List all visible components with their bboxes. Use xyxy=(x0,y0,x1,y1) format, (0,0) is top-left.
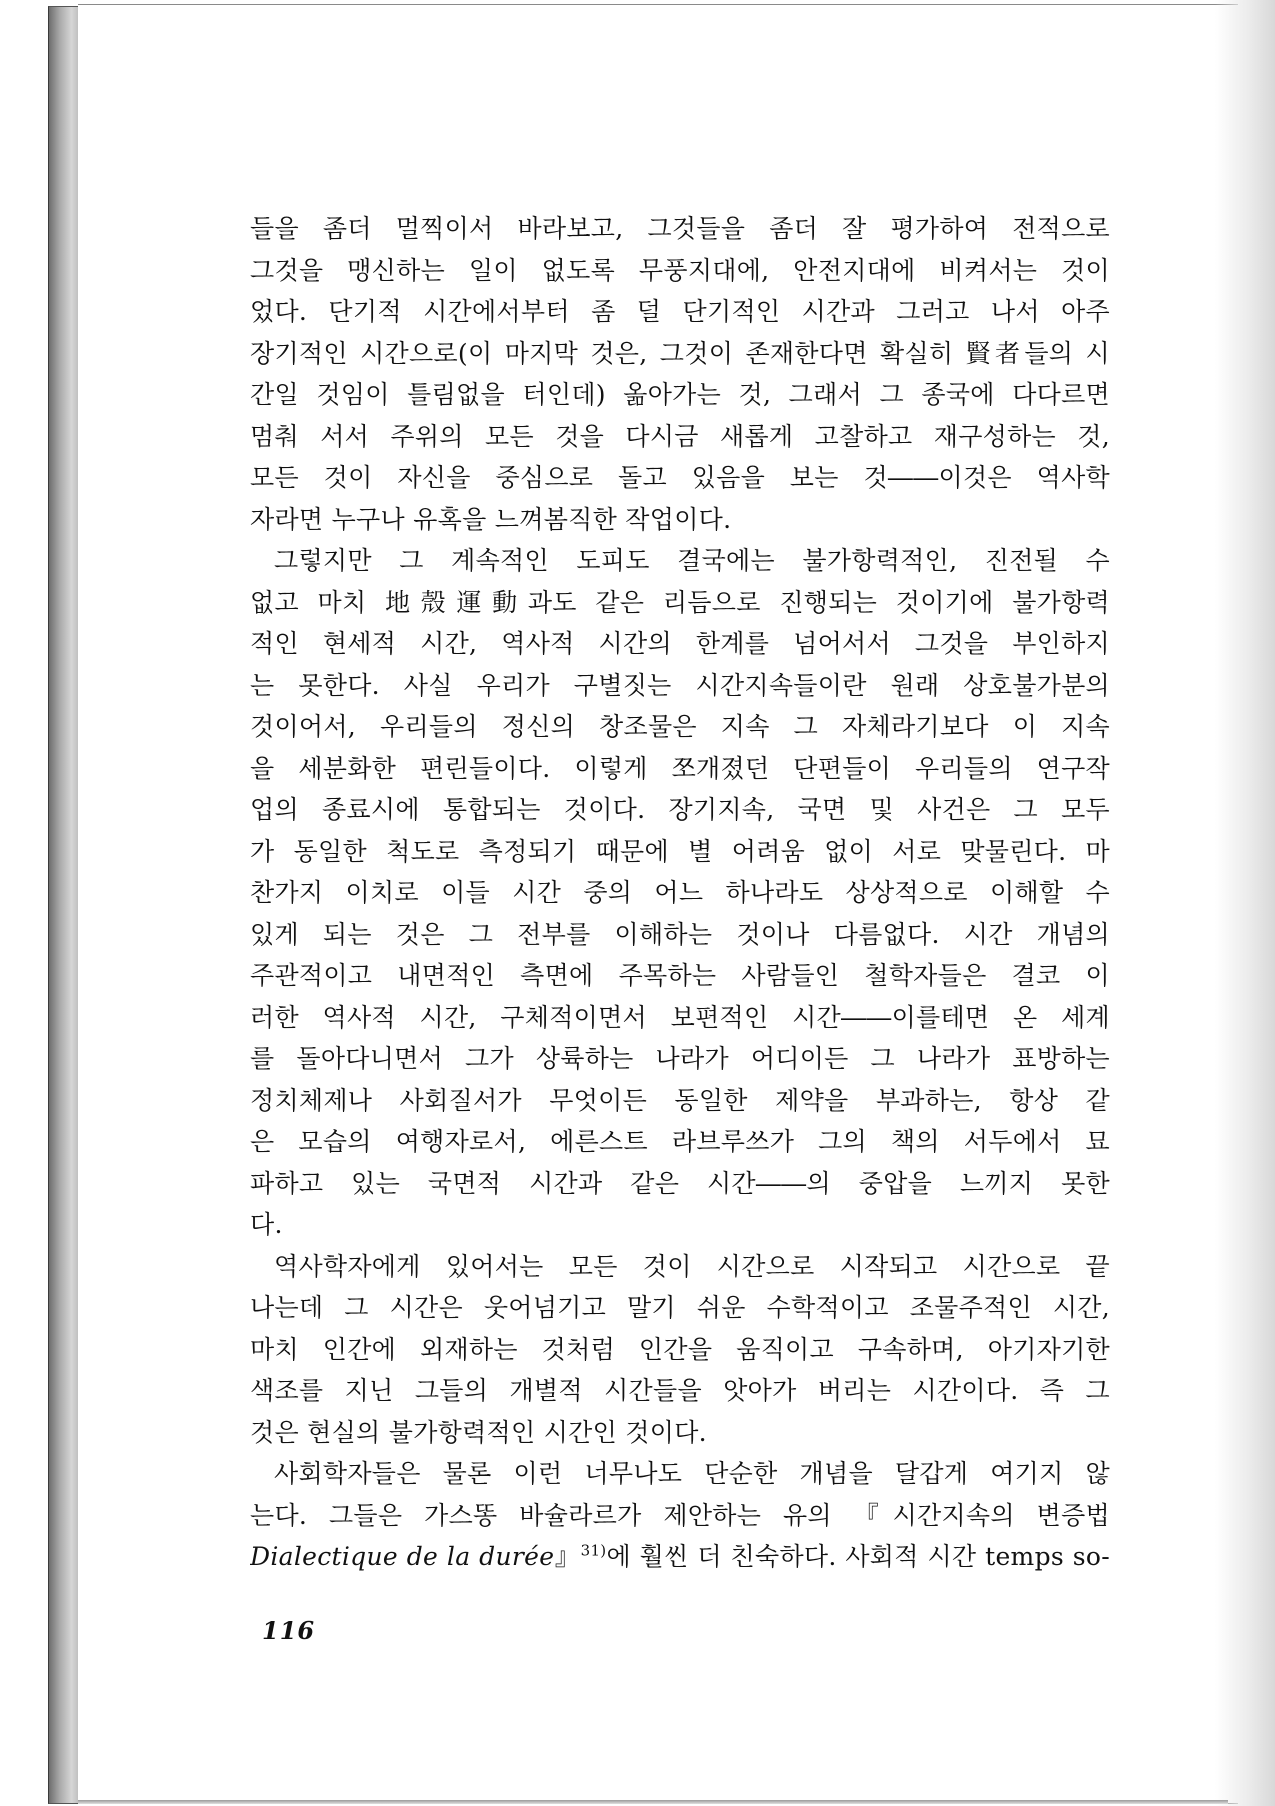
text-line: 다. xyxy=(250,1210,283,1239)
text-line: 역사학자에게 있어서는 모든 것이 시간으로 시작되고 시간으로 끝 xyxy=(274,1251,1110,1281)
text-line: 사회학자들은 물론 이런 너무나도 단순한 개념을 달갑게 여기지 않 xyxy=(274,1459,1110,1488)
text-line: 는 못한다. 사실 우리가 구별짓는 시간지속들이란 원래 상호불가분의 xyxy=(250,670,1110,700)
text-line: 간일 것임이 틀림없을 터인데) 옮아가는 것, 그래서 그 종국에 다다르면 xyxy=(250,380,1110,409)
final-line-rest: 에 훨씬 더 친숙하다. 사회적 시간 temps so- xyxy=(606,1542,1110,1571)
page-right-shadow xyxy=(1215,0,1275,1806)
text-line: 찬가지 이치로 이들 시간 중의 어느 하나라도 상상적으로 이해할 수 xyxy=(250,878,1110,907)
page-number: 116 xyxy=(262,1616,316,1645)
text-line: 그렇지만 그 계속적인 도피도 결국에는 불가항력적인, 진전될 수 xyxy=(274,546,1110,575)
italic-title: Dialectique de la durée xyxy=(250,1542,555,1571)
page-bottom-edge xyxy=(78,1800,1228,1804)
text-line: 있게 되는 것은 그 전부를 이해하는 것이나 다름없다. 시간 개념의 xyxy=(250,919,1110,949)
text-line: 없고 마치 地殼運動과도 같은 리듬으로 진행되는 것이기에 불가항력 xyxy=(250,587,1110,617)
text-line: 러한 역사적 시간, 구체적이면서 보편적인 시간――이를테면 온 세계 xyxy=(250,1002,1110,1032)
book-spine-edge xyxy=(48,6,79,1804)
text-line: 것이어서, 우리들의 정신의 창조물은 지속 그 자체라기보다 이 지속 xyxy=(250,712,1110,741)
text-line: 가 동일한 척도로 측정되기 때문에 별 어려움 없이 서로 맞물린다. 마 xyxy=(250,836,1110,866)
text-line: 것은 현실의 불가항력적인 시간인 것이다. xyxy=(250,1417,707,1447)
text-line: 정치체제나 사회질서가 무엇이든 동일한 제약을 부과하는, 항상 같 xyxy=(250,1085,1110,1115)
text-line: 자라면 누구나 유혹을 느껴봄직한 작업이다. xyxy=(250,504,732,534)
text-line: 멈춰 서서 주위의 모든 것을 다시금 새롭게 고찰하고 재구성하는 것, xyxy=(250,421,1110,451)
close-bracket: 』 xyxy=(554,1542,581,1571)
text-line: 색조를 지닌 그들의 개별적 시간들을 앗아가 버리는 시간이다. 즉 그 xyxy=(250,1376,1110,1405)
text-line: 업의 종료시에 통합되는 것이다. 장기지속, 국면 및 사건은 그 모두 xyxy=(250,795,1110,824)
text-line: 모든 것이 자신을 중심으로 돌고 있음을 보는 것――이것은 역사학 xyxy=(250,463,1110,492)
text-line: 나는데 그 시간은 웃어넘기고 말기 쉬운 수학적이고 조물주적인 시간, xyxy=(250,1293,1110,1322)
text-line: 주관적이고 내면적인 측면에 주목하는 사람들인 철학자들은 결코 이 xyxy=(250,961,1110,990)
text-line: 적인 현세적 시간, 역사적 시간의 한계를 넘어서서 그것을 부인하지 xyxy=(250,629,1110,658)
text-line: 그것을 맹신하는 일이 없도록 무풍지대에, 안전지대에 비켜서는 것이 xyxy=(250,255,1110,285)
text-line: 은 모습의 여행자로서, 에른스트 라브루쓰가 그의 책의 서두에서 묘 xyxy=(250,1127,1110,1156)
text-line: 었다. 단기적 시간에서부터 좀 덜 단기적인 시간과 그러고 나서 아주 xyxy=(250,297,1110,326)
text-line: 들을 좀더 멀찍이서 바라보고, 그것들을 좀더 잘 평가하여 전적으로 xyxy=(250,214,1110,243)
footnote-ref: 31) xyxy=(580,1541,607,1560)
text-line-final xyxy=(250,1536,1110,1578)
text-line: 를 돌아다니면서 그가 상륙하는 나라가 어디이든 그 나라가 표방하는 xyxy=(250,1044,1110,1073)
text-line: 을 세분화한 편린들이다. 이렇게 쪼개졌던 단편들이 우리들의 연구작 xyxy=(250,753,1110,783)
text-line: 는다. 그들은 가스똥 바슐라르가 제안하는 유의 『시간지속의 변증법 xyxy=(250,1500,1110,1530)
text-line: 마치 인간에 외재하는 것처럼 인간을 움직이고 구속하며, 아기자기한 xyxy=(250,1334,1110,1364)
text-line: 장기적인 시간으로(이 마지막 것은, 그것이 존재한다면 확실히 賢者들의 시 xyxy=(250,338,1110,368)
body-text xyxy=(250,208,1110,1578)
text-line: 파하고 있는 국면적 시간과 같은 시간――의 중압을 느끼지 못한 xyxy=(250,1168,1110,1198)
